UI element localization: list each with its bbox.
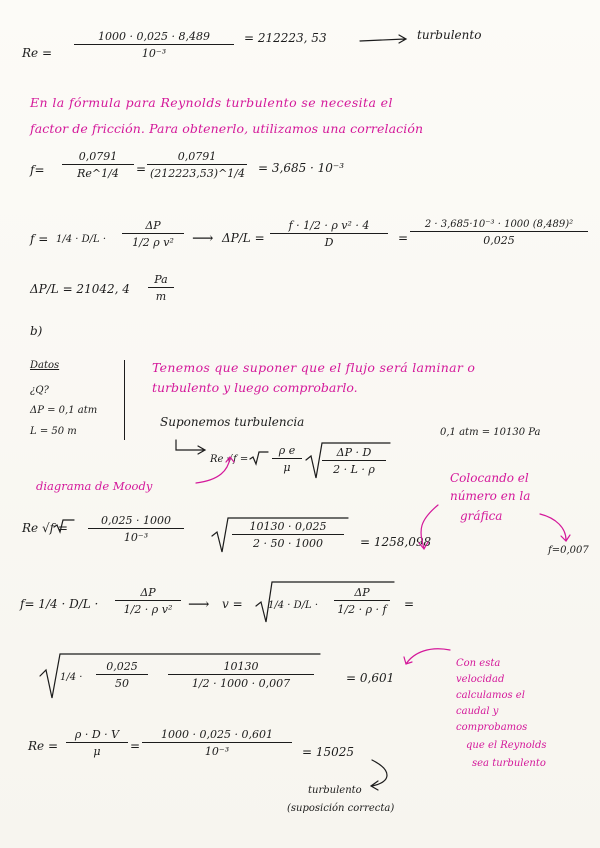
resqrtf-label: Re √f =	[210, 454, 249, 465]
re2-num2: 1000 · 0,025 · 0,601	[161, 728, 273, 741]
re2-label: Re =	[28, 739, 59, 753]
arrow-icon: ⟶	[192, 229, 214, 247]
note-friction-line1: En la fórmula para Reynolds turbulento se necesita el	[30, 95, 393, 110]
note-velocidad-l2: velocidad	[456, 674, 505, 685]
dpl-num: f · 1/2 · ρ v² · 4	[288, 219, 370, 232]
datos-title: Datos	[30, 360, 60, 371]
atm-conversion: 0,1 atm = 10130 Pa	[440, 427, 541, 438]
v2-sqrt-den: 1/2 · 1000 · 0,007	[168, 674, 314, 690]
re2-result: = 15025	[302, 745, 355, 759]
f2-num: ΔP	[145, 219, 161, 232]
dpl-den2: 0,025	[410, 231, 588, 247]
v-equals: =	[404, 597, 415, 611]
v2-quarter: 1/4 ·	[60, 672, 83, 683]
v-inner: 1/4 · D/L ·	[268, 600, 319, 611]
dpl-label: ΔP/L =	[222, 231, 265, 245]
v2-sqrt-num: 10130	[223, 660, 259, 673]
v-label: v =	[222, 597, 243, 611]
colocando-line3: gráfica	[460, 509, 503, 523]
f-value-007: f=0,007	[548, 545, 589, 556]
re-numerator: 1000 · 0,025 · 8,489	[98, 30, 210, 43]
ref-sqrt-den: 2 · 50 · 1000	[232, 534, 344, 550]
f-numerator2: 0,0791	[177, 150, 217, 163]
note-friction-line2: factor de fricción. Para obtenerlo, utilizamos una correlación	[30, 121, 424, 136]
re2-den1: μ	[66, 742, 128, 758]
datos-l: L = 50 m	[30, 426, 77, 437]
f-denominator1: Re^1/4	[62, 164, 134, 180]
ref-label: Re √f =	[22, 521, 68, 535]
dp-result: ΔP/L = 21042, 4	[30, 282, 130, 296]
ref-num: 0,025 · 1000	[101, 514, 171, 527]
re-label: Re =	[22, 46, 53, 60]
f2-label: f =	[30, 232, 49, 246]
re2-den2: 10⁻³	[142, 742, 292, 758]
ref-result: = 1258,098	[360, 535, 432, 549]
arrow-icon-2: ⟶	[188, 595, 210, 613]
re2-equals: =	[130, 739, 141, 753]
note-velocidad-l1: Con esta	[456, 658, 501, 669]
f-equals: =	[136, 162, 147, 176]
re-result: = 212223, 53	[244, 31, 327, 45]
suponemos-text: Suponemos turbulencia	[160, 415, 305, 429]
final-turbulento: turbulento	[308, 785, 362, 796]
datos-q: ¿Q?	[30, 385, 49, 396]
ref-sqrt-num: 10130 · 0,025	[249, 520, 327, 533]
resqrtf-sqrt-den: 2 · L · ρ	[322, 460, 386, 476]
re-denominator: 10⁻³	[74, 44, 234, 60]
v2-num: 0,025	[106, 660, 138, 673]
v-sqrt-num: ΔP	[354, 586, 370, 599]
f2-factors: 1/4 · D/L ·	[56, 234, 107, 245]
note-suponer-line1: Tenemos que suponer que el flujo será laminar o	[152, 360, 476, 375]
note-velocidad-l7: sea turbulento	[472, 758, 546, 769]
re-turbulento: turbulento	[417, 28, 482, 42]
note-velocidad-l4: caudal y	[456, 706, 499, 717]
note-velocidad-l3: calculamos el	[456, 690, 525, 701]
dp-unit-den: m	[148, 287, 174, 303]
resqrtf-den: μ	[272, 458, 302, 474]
f-denominator2: (212223,53)^1/4	[147, 164, 247, 180]
datos-dp: ΔP = 0,1 atm	[30, 405, 98, 416]
moody-note: diagrama de Moody	[36, 479, 153, 493]
dpl-equals: =	[398, 231, 409, 245]
resqrtf-sqrt-num: ΔP · D	[336, 446, 372, 459]
note-suponer-line2: turbulento y luego comprobarlo.	[152, 380, 358, 395]
final-suposicion: (suposición correcta)	[287, 803, 395, 814]
v-frac-den: 1/2 · ρ v²	[115, 600, 181, 616]
f-label: f=	[30, 163, 45, 177]
colocando-line1: Colocando el	[450, 471, 529, 485]
v2-result: = 0,601	[346, 671, 395, 685]
v2-den: 50	[96, 674, 148, 690]
f-numerator1: 0,0791	[78, 150, 118, 163]
colocando-line2: número en la	[450, 489, 531, 503]
f-result: = 3,685 · 10⁻³	[258, 161, 345, 175]
resqrtf-num: ρ e	[278, 444, 296, 457]
note-velocidad-l6: que el Reynolds	[466, 740, 547, 751]
section-b-label: b)	[30, 324, 43, 338]
f2-den: 1/2 ρ v²	[122, 233, 184, 249]
re2-num1: ρ · D · V	[74, 728, 120, 741]
dp-unit-num: Pa	[154, 273, 168, 286]
dpl-num2: 2 · 3,685·10⁻³ · 1000 (8,489)²	[424, 219, 574, 230]
ref-den: 10⁻³	[88, 528, 184, 544]
v-sqrt-den: 1/2 · ρ · f	[334, 600, 390, 616]
dpl-den: D	[270, 233, 388, 249]
v-f-label: f= 1/4 · D/L ·	[20, 597, 99, 611]
v-frac-num: ΔP	[140, 586, 156, 599]
note-velocidad-l5: comprobamos	[456, 722, 528, 733]
